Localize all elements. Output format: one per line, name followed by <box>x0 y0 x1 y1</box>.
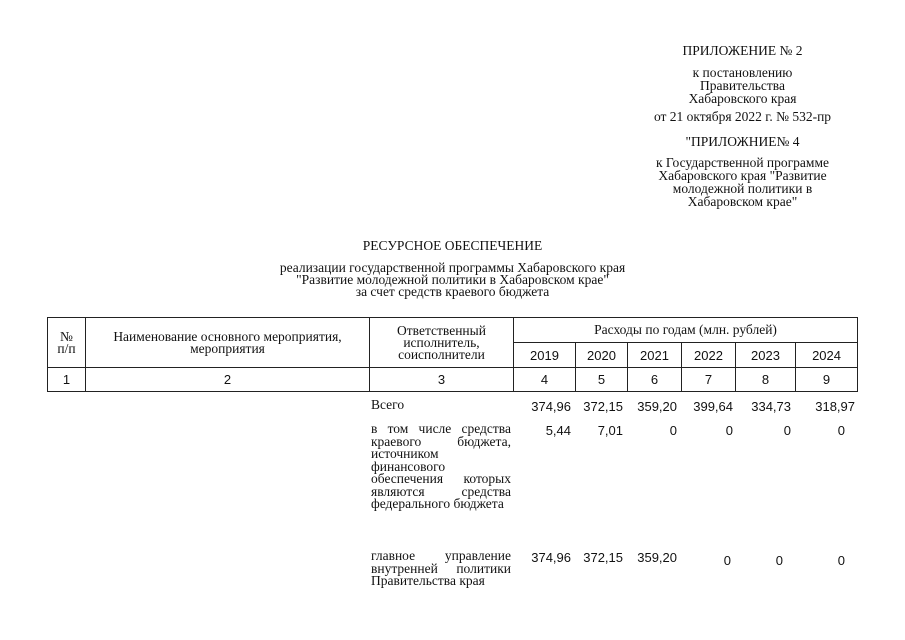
header-year: 2023 <box>736 343 796 368</box>
column-number: 2 <box>86 368 370 392</box>
appendix-line-2: Правительства <box>700 78 785 93</box>
row-directorate-value: 372,15 <box>583 550 623 565</box>
row-total-value: 372,15 <box>583 399 623 414</box>
row-federal-value: 0 <box>837 423 845 438</box>
row-total-value: 359,20 <box>637 399 677 414</box>
row-directorate-value: 374,96 <box>531 550 571 565</box>
previous-appendix <box>620 135 865 148</box>
header-executor <box>370 318 514 368</box>
column-number: 5 <box>576 368 628 392</box>
appendix-title: ПРИЛОЖЕНИЕ № 2 <box>682 43 803 58</box>
header-year: 2020 <box>576 343 628 368</box>
appendix-block <box>620 44 865 57</box>
budget-table-header <box>47 317 858 392</box>
heading-sub-2: "Развитие молодежной политики в Хабаровском крае" <box>296 272 609 287</box>
appendix-date <box>620 110 865 123</box>
row-total-value: 374,96 <box>531 399 571 414</box>
row-directorate-value: 0 <box>837 553 845 568</box>
heading-sub-1: реализации государственной программы Хабаровского края <box>279 260 626 275</box>
appendix-line-3: Хабаровского края <box>688 91 797 106</box>
header-activity-name <box>86 318 370 368</box>
appendix-date-line: от 21 октября 2022 г. № 532-пр <box>653 109 832 124</box>
row-federal-value: 5,44 <box>545 423 571 438</box>
header-expenses-label: Расходы по годам (млн. рублей) <box>594 322 777 337</box>
document-title <box>180 240 725 252</box>
row-federal-value: 0 <box>669 423 677 438</box>
header-expenses <box>514 318 858 343</box>
header-number-label: № п/п <box>57 328 76 356</box>
previous-appendix-line-2: Хабаровского края "Развитие <box>658 168 827 183</box>
header-activity-name-label: Наименование основного мероприятия, мероприятия <box>113 328 342 356</box>
row-total-value: 318,97 <box>815 399 855 414</box>
row-executor-directorate: главное управление внутренней политики Правительства края <box>371 548 511 588</box>
header-year: 2019 <box>514 343 576 368</box>
header-executor-label: Ответственный исполнитель, соисполнители <box>397 322 486 362</box>
column-number: 7 <box>682 368 736 392</box>
previous-appendix-line-1: к Государственной программе <box>655 155 830 170</box>
column-number: 3 <box>370 368 514 392</box>
appendix-decree <box>620 66 865 105</box>
column-number: 8 <box>736 368 796 392</box>
heading-sub-3: за счет средств краевого бюджета <box>355 284 550 299</box>
row-directorate-value: 0 <box>723 553 731 568</box>
row-executor-total: Всего <box>371 397 405 412</box>
row-total-value: 334,73 <box>751 399 791 414</box>
previous-appendix-line-3: молодежной политики в <box>672 181 813 196</box>
row-total-value: 399,64 <box>693 399 733 414</box>
previous-appendix-title: "ПРИЛОЖНИЕ№ 4 <box>685 134 800 149</box>
header-year: 2022 <box>682 343 736 368</box>
row-federal-value: 7,01 <box>597 423 623 438</box>
header-number <box>48 318 86 368</box>
previous-appendix-text <box>620 156 865 208</box>
column-number: 1 <box>48 368 86 392</box>
column-number: 6 <box>628 368 682 392</box>
row-executor-federal: в том числе средства краевого бюджета, источником финансового обеспечения которых являются средства федерального бюджета <box>371 421 511 511</box>
header-year: 2024 <box>796 343 858 368</box>
row-directorate-value: 0 <box>775 553 783 568</box>
row-directorate-value: 359,20 <box>637 550 677 565</box>
appendix-line-1: к постановлению <box>692 65 793 80</box>
heading-title: РЕСУРСНОЕ ОБЕСПЕЧЕНИЕ <box>362 238 543 253</box>
document-subtitle <box>180 262 725 298</box>
row-federal-value: 0 <box>725 423 733 438</box>
column-number: 4 <box>514 368 576 392</box>
header-year: 2021 <box>628 343 682 368</box>
previous-appendix-line-4: Хабаровском крае" <box>687 194 798 209</box>
column-number: 9 <box>796 368 858 392</box>
row-federal-value: 0 <box>783 423 791 438</box>
